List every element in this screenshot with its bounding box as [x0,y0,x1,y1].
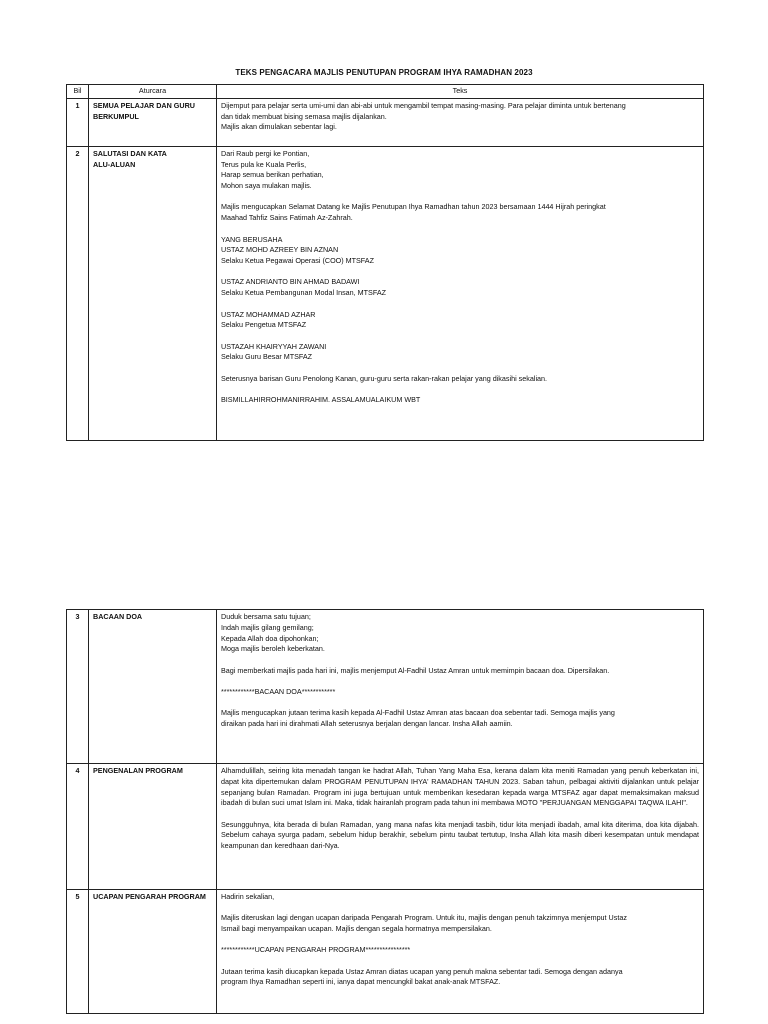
pantun-line: Indah majlis gilang gemilang; [221,622,314,632]
table-row [67,610,704,764]
row-aturcara [89,98,217,146]
row-number: 4 [67,764,89,890]
teks-line: dan tidak membuat bising semasa majlis dijalankan. [221,111,387,121]
row-teks [217,764,704,890]
row-teks [217,610,704,764]
aturcara-line: ALU-ALUAN [93,159,136,169]
teks-line: Majlis mengucapkan jutaan terima kasih kepada Al-Fadhil Ustaz Amran atas bacaan doa sebentar tadi. Semoga majlis yang [221,708,615,718]
pantun-line: Terus pula ke Kuala Perlis, [221,159,307,169]
row-teks [217,146,704,440]
aturcara-line: UCAPAN PENGARAH PROGRAM [93,892,206,901]
row-aturcara [89,610,217,764]
row-teks [217,890,704,1014]
pantun-line: Duduk bersama satu tujuan; [221,612,311,621]
teks-line: Seterusnya barisan Guru Penolong Kanan, guru-guru serta rakan-rakan pelajar yang dikasihi sekalian. [221,373,548,383]
row-teks [217,98,704,146]
teks-line: Majlis diteruskan lagi dengan ucapan daripada Pengarah Program. Untuk itu, majlis dengan penuh takzimnya menjemput Ustaz [221,913,627,923]
teks-line: Majlis akan dimulakan sebentar lagi. [221,122,337,132]
guest-name: USTAZAH KHAIRYYAH ZAWANI [221,341,327,351]
row-aturcara [89,146,217,440]
guest-title: Selaku Ketua Pegawai Operasi (COO) MTSFAZ [221,256,374,266]
teks-line: Dijemput para pelajar serta umi-umi dan abi-abi untuk mengambil tempat masing-masing. Para pelajar diminta untuk bertenang [221,100,626,110]
teks-line: Majlis mengucapkan Selamat Datang ke Majlis Penutupan Ihya Ramadhan tahun 2023 bersamaan 1444 Hijrah peringkat [221,202,606,212]
teks-line: BISMILLAHIRROHMANIRRAHIM. ASSALAMUALAIKUM WBT [221,395,421,405]
program-table-part-2 [66,609,704,1014]
page-title: TEKS PENGACARA MAJLIS PENUTUPAN PROGRAM IHYA RAMADHAN 2023 [235,68,533,77]
row-number: 2 [67,146,89,440]
row-aturcara [89,890,217,1014]
program-table-part-1 [66,84,704,441]
teks-line: ************UCAPAN PENGARAH PROGRAM**************** [221,945,411,955]
aturcara-line: PENGENALAN PROGRAM [93,766,183,775]
teks-line: Jutaan terima kasih diucapkan kepada Ustaz Amran diatas ucapan yang penuh makna sebentar tadi. Semoga dengan adanya [221,966,623,976]
guest-title: Selaku Guru Besar MTSFAZ [221,352,313,362]
teks-line: Ismail bagi menyampaikan ucapan. Majlis dengan segala hormatnya mempersilakan. [221,924,492,934]
pantun-line: Dari Raub pergi ke Pontian, [221,148,310,158]
teks-paragraph: Sesungguhnya, kita berada di bulan Ramadan, yang mana nafas kita menjadi tasbih, tidur kita menjadi ibadah, amal kita diterima, doa kita dijabah. Sebelum cahaya syurga padam, sebelum hidup berakhir, sebelum pintu taubat tertutup, Insha Allah kita masih diberi kesempatan untuk mendapat keampunan dan keredhaan dari-Nya. [221,819,699,851]
row-aturcara [89,764,217,890]
pantun-line: Mohon saya mulakan majlis. [221,181,312,191]
teks-line: program Ihya Ramadhan seperti ini, ianya dapat mencungkil bakat anak-anak MTSFAZ. [221,977,501,987]
pantun-line: Kepada Allah doa dipohonkan; [221,633,319,643]
table-header-row [67,85,704,99]
teks-line: YANG BERUSAHA [221,234,283,244]
guest-name: USTAZ MOHAMMAD AZHAR [221,309,316,319]
header-aturcara: Aturcara [89,85,217,99]
header-teks: Teks [217,85,704,99]
aturcara-line: SEMUA PELAJAR DAN GURU [93,100,195,110]
row-number: 5 [67,890,89,1014]
row-number: 1 [67,98,89,146]
guest-title: Selaku Ketua Pembangunan Modal Insan, MTSFAZ [221,288,387,298]
header-bil: Bil [67,85,89,99]
table-row [67,890,704,1014]
guest-name: USTAZ ANDRIANTO BIN AHMAD BADAWI [221,277,360,287]
table-row [67,146,704,440]
pantun-line: Moga majlis beroleh keberkatan. [221,644,325,654]
teks-line: Maahad Tahfiz Sains Fatimah Az-Zahrah. [221,213,353,223]
row-number: 3 [67,610,89,764]
aturcara-line: SALUTASI DAN KATA [93,148,167,158]
guest-title: Selaku Pengetua MTSFAZ [221,320,307,330]
table-row [67,764,704,890]
guest-name: USTAZ MOHD AZREEY BIN AZNAN [221,245,339,255]
aturcara-line: BERKUMPUL [93,111,139,121]
teks-line: ************BACAAN DOA************ [221,686,336,696]
teks-line: Hadirin sekalian, [221,892,275,901]
pantun-line: Harap semua berikan perhatian, [221,170,324,180]
teks-paragraph: Alhamdulillah, seiring kita menadah tangan ke hadrat Allah, Tuhan Yang Maha Esa, kerana dalam kita meniti Ramadan yang penuh keberkatan ini, dapat kita dipertemukan dalam PROGRAM PENUTUPAN IHYA' RAMADHAN TAHUN 2023. Saban tahun, pelbagai aktiviti dijalankan untuk pelajar sepanjang bulan Ramadan. Program ini juga bertujuan untuk memberikan kesedaran kepada warga MTSFAZ agar dapat memaksimakan maksud ibadah di bulan suci umat Islam ini. Maka, tidak hairanlah program pada tahun ini membawa MOTO "PERJUANGAN MENGGAPAI TAQWA ILAHI". [221,766,699,808]
teks-line: Bagi memberkati majlis pada hari ini, majlis menjemput Al-Fadhil Ustaz Amran untuk memimpin bacaan doa. Dipersilakan. [221,665,610,675]
aturcara-line: BACAAN DOA [93,612,143,621]
table-row [67,98,704,146]
teks-line: diraikan pada hari ini dirahmati Allah seterusnya berjalan dengan lancar. Insha Allah aamiin. [221,719,513,729]
